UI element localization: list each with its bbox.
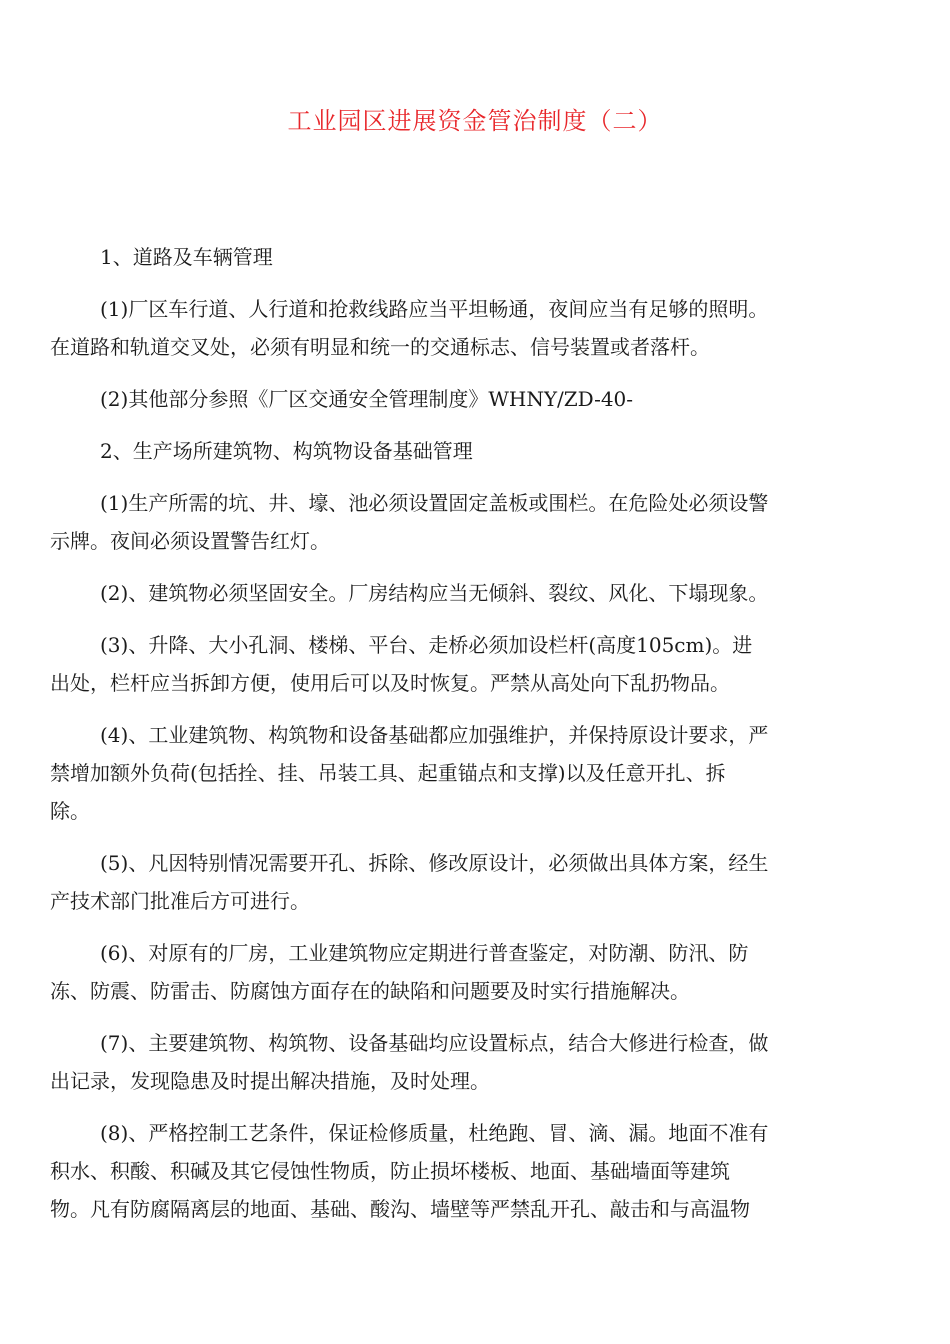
paragraph-line: (1)生产所需的坑、井、壕、池必须设置固定盖板或围栏。在危险处必须设警 <box>100 491 769 515</box>
body-paragraph <box>50 290 868 366</box>
paragraph-line: 1、道路及车辆管理 <box>100 245 273 269</box>
body-paragraph <box>50 716 868 830</box>
paragraph-line: 积水、积酸、积碱及其它侵蚀性物质，防止损坏楼板、地面、基础墙面等建筑 <box>50 1159 730 1183</box>
body-paragraph <box>50 238 868 276</box>
paragraph-line: 在道路和轨道交叉处，必须有明显和统一的交通标志、信号装置或者落杆。 <box>50 335 710 359</box>
paragraph-line: 出记录，发现隐患及时提出解决措施，及时处理。 <box>50 1069 490 1093</box>
body-paragraph <box>50 380 868 418</box>
body-paragraph <box>50 574 868 612</box>
paragraph-line: (2)、建筑物必须坚固安全。厂房结构应当无倾斜、裂纹、风化、下塌现象。 <box>100 581 769 605</box>
body-paragraph <box>50 1114 868 1228</box>
body-paragraph <box>50 934 868 1010</box>
paragraph-line: 冻、防震、防雷击、防腐蚀方面存在的缺陷和问题要及时实行措施解决。 <box>50 979 690 1003</box>
body-paragraph <box>50 432 868 470</box>
paragraph-line: (7)、主要建筑物、构筑物、设备基础均应设置标点，结合大修进行检查，做 <box>100 1031 769 1055</box>
body-paragraph <box>50 1024 868 1100</box>
paragraph-line: 2、生产场所建筑物、构筑物设备基础管理 <box>100 439 473 463</box>
paragraph-line: (2)其他部分参照《厂区交通安全管理制度》WHNY/ZD-40- <box>100 387 634 411</box>
document-title: 工业园区进展资金管治制度（二） <box>287 107 663 135</box>
paragraph-line: (5)、凡因特别情况需要开孔、拆除、修改原设计，必须做出具体方案，经生 <box>100 851 769 875</box>
paragraph-line: (1)厂区车行道、人行道和抢救线路应当平坦畅通，夜间应当有足够的照明。 <box>100 297 769 321</box>
paragraph-line: 出处，栏杆应当拆卸方便，使用后可以及时恢复。严禁从高处向下乱扔物品。 <box>50 671 730 695</box>
body-paragraph <box>50 844 868 920</box>
paragraph-line: (3)、升降、大小孔洞、楼梯、平台、走桥必须加设栏杆(高度105cm)。进 <box>100 633 753 657</box>
paragraph-line: 产技术部门批准后方可进行。 <box>50 889 310 913</box>
document-body <box>50 238 868 1242</box>
body-paragraph <box>50 484 868 560</box>
paragraph-line: 禁增加额外负荷(包括拴、挂、吊装工具、起重锚点和支撑)以及任意开扎、拆 <box>50 761 726 785</box>
paragraph-line: 除。 <box>50 799 90 823</box>
paragraph-line: 物。凡有防腐隔离层的地面、基础、酸沟、墙壁等严禁乱开孔、敲击和与高温物 <box>50 1197 750 1221</box>
body-paragraph <box>50 626 868 702</box>
paragraph-line: (8)、严格控制工艺条件，保证检修质量，杜绝跑、冒、滴、漏。地面不准有 <box>100 1121 769 1145</box>
paragraph-line: (4)、工业建筑物、构筑物和设备基础都应加强维护，并保持原设计要求，严 <box>100 723 769 747</box>
paragraph-line: (6)、对原有的厂房，工业建筑物应定期进行普查鉴定，对防潮、防汛、防 <box>100 941 749 965</box>
paragraph-line: 示牌。夜间必须设置警告红灯。 <box>50 529 330 553</box>
